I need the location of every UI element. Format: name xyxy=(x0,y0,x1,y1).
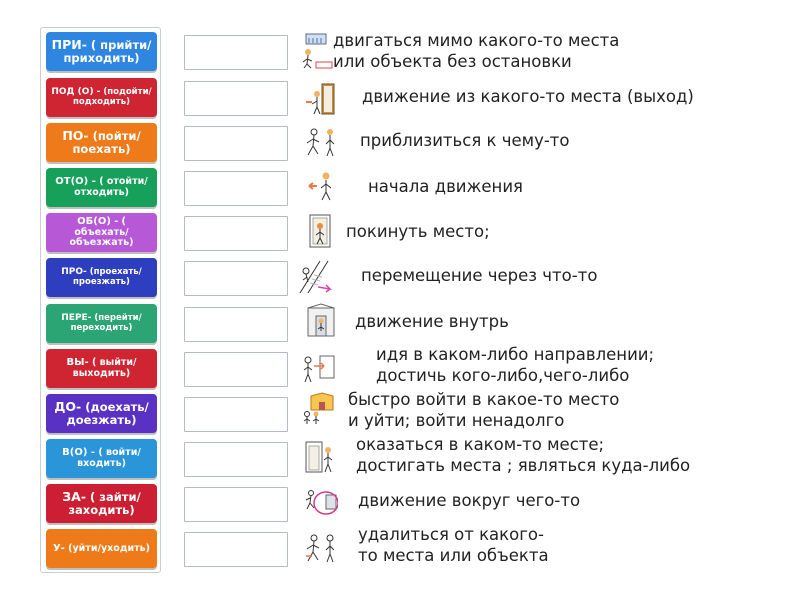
definition-text xyxy=(355,311,509,332)
answer-drop-slot[interactable] xyxy=(184,532,288,567)
prefix-label: У- xyxy=(52,542,65,554)
prefix-tile[interactable] xyxy=(46,484,157,523)
prefix-label: ПРО- xyxy=(61,267,87,278)
definition-text xyxy=(358,490,580,511)
definition-line: идя в каком-либо направлении; xyxy=(376,345,655,364)
definition-text xyxy=(333,30,619,72)
prefix-tile-text xyxy=(49,176,154,199)
prefix-label: ДО- xyxy=(54,398,82,414)
prefix-label: В(О) - xyxy=(62,447,96,459)
prefix-label: ЗА- xyxy=(62,488,87,504)
prefix-tile-text xyxy=(49,313,154,334)
start-moving-icon xyxy=(306,166,340,204)
verb-example-label: ( выйти/выходить) xyxy=(72,357,137,379)
answer-drop-slot[interactable] xyxy=(184,171,288,206)
prefix-tile[interactable] xyxy=(46,304,157,343)
definition-text xyxy=(376,344,654,386)
definition-line: перемещение через что-то xyxy=(361,266,598,285)
prefix-tile[interactable] xyxy=(46,529,157,568)
definition-line: движение внутрь xyxy=(355,312,509,331)
prefix-label: ВЫ- xyxy=(66,357,89,369)
answer-drop-slot[interactable] xyxy=(184,126,288,161)
definition-line: достичь кого-либо,чего-либо xyxy=(376,366,630,385)
prefix-tile-text xyxy=(49,267,154,288)
definition-line: приблизиться к чему-то xyxy=(360,131,570,150)
definition-text xyxy=(362,86,694,107)
prefix-tile-text xyxy=(53,543,150,555)
prefix-tile-text xyxy=(49,490,154,518)
definition-text xyxy=(368,176,523,197)
verb-example-label: ( зайти/ заходить) xyxy=(68,489,141,518)
answer-drop-slot[interactable] xyxy=(184,352,288,387)
prefix-label: ОТ(О) - xyxy=(55,176,96,188)
definition-line: достигать места ; являться куда-либо xyxy=(356,456,691,475)
definition-line: движение из какого-то места (выход) xyxy=(362,87,694,106)
prefix-tile[interactable] xyxy=(46,32,157,71)
verb-example-label: - ( объехать/ объезжать) xyxy=(69,215,134,249)
verb-example-label: ( войти/входить) xyxy=(77,447,141,469)
definition-text xyxy=(358,524,549,566)
definition-line: начала движения xyxy=(368,177,523,196)
answer-drop-slot[interactable] xyxy=(184,81,288,116)
prefix-label: ПО- xyxy=(62,127,89,143)
prefix-label: ПРИ- xyxy=(51,36,87,52)
walk-past-icon xyxy=(300,32,334,70)
verb-example-label: (уйти/уходить) xyxy=(64,542,151,554)
verb-example-label: (доехать/ доезжать) xyxy=(66,399,149,428)
arrive-door-icon xyxy=(302,438,336,476)
leave-door-icon xyxy=(304,212,338,250)
definition-line: и уйти; войти ненадолго xyxy=(348,411,565,430)
definition-text xyxy=(361,265,597,286)
prefix-tile[interactable] xyxy=(46,439,157,478)
verb-example-label: (перейти/переходить) xyxy=(70,313,142,333)
definition-line: движение вокруг чего-то xyxy=(358,491,581,510)
prefix-tile-text xyxy=(49,400,154,428)
answer-drop-slot[interactable] xyxy=(184,307,288,342)
verb-example-label: ( отойти/отходить) xyxy=(74,176,148,198)
prefix-tile[interactable] xyxy=(46,168,157,207)
definition-line: оказаться в каком-то месте; xyxy=(356,435,605,454)
answer-drop-slot[interactable] xyxy=(184,35,288,70)
prefix-tile-text xyxy=(49,38,154,66)
prefix-tile-text xyxy=(49,447,154,470)
answer-drop-slot[interactable] xyxy=(184,261,288,296)
verb-example-label: ( прийти/ приходить) xyxy=(63,37,152,66)
definition-line: удалиться от какого- xyxy=(358,525,544,544)
answer-drop-slot[interactable] xyxy=(184,487,288,522)
drop-in-house-icon xyxy=(302,392,336,430)
enter-inside-icon xyxy=(304,302,338,340)
prefix-tile[interactable] xyxy=(46,394,157,433)
prefix-label: ПЕРЕ- xyxy=(61,313,92,324)
approach-person-icon xyxy=(304,122,338,160)
prefix-tile-text xyxy=(49,87,154,108)
prefix-tile[interactable] xyxy=(46,78,157,117)
prefix-label: ПОД (О) - xyxy=(51,87,101,98)
walk-away-icon xyxy=(304,528,338,566)
definition-line: быстро войти в какое-то место xyxy=(348,390,620,409)
definition-line: или объекта без остановки xyxy=(333,52,572,71)
prefix-tile[interactable] xyxy=(46,349,157,388)
verb-example-label: (проехать/проезжать) xyxy=(73,267,142,287)
definition-text xyxy=(348,389,619,431)
prefix-tile-text xyxy=(49,357,154,380)
prefix-label: ОБ(О) xyxy=(77,215,111,227)
definition-line: то места или объекта xyxy=(358,546,549,565)
definition-text xyxy=(360,130,570,151)
definition-text xyxy=(346,221,490,242)
answer-drop-slot[interactable] xyxy=(184,216,288,251)
prefix-tile-text xyxy=(49,216,154,250)
definition-text xyxy=(356,434,690,476)
verb-example-label: (пойти/ поехать) xyxy=(72,128,141,157)
go-around-icon xyxy=(304,483,338,521)
prefix-tile[interactable] xyxy=(46,258,157,297)
cross-road-icon xyxy=(298,257,332,295)
definition-line: покинуть место; xyxy=(346,222,490,241)
prefix-tile-text xyxy=(49,129,154,157)
go-direction-icon xyxy=(302,348,336,386)
prefix-tile[interactable] xyxy=(46,213,157,252)
exit-door-icon xyxy=(304,80,338,118)
answer-drop-slot[interactable] xyxy=(184,442,288,477)
verb-example-label: (подойти/подходить) xyxy=(73,87,152,107)
prefix-tile[interactable] xyxy=(46,123,157,162)
definition-line: двигаться мимо какого-то места xyxy=(333,31,620,50)
answer-drop-slot[interactable] xyxy=(184,397,288,432)
